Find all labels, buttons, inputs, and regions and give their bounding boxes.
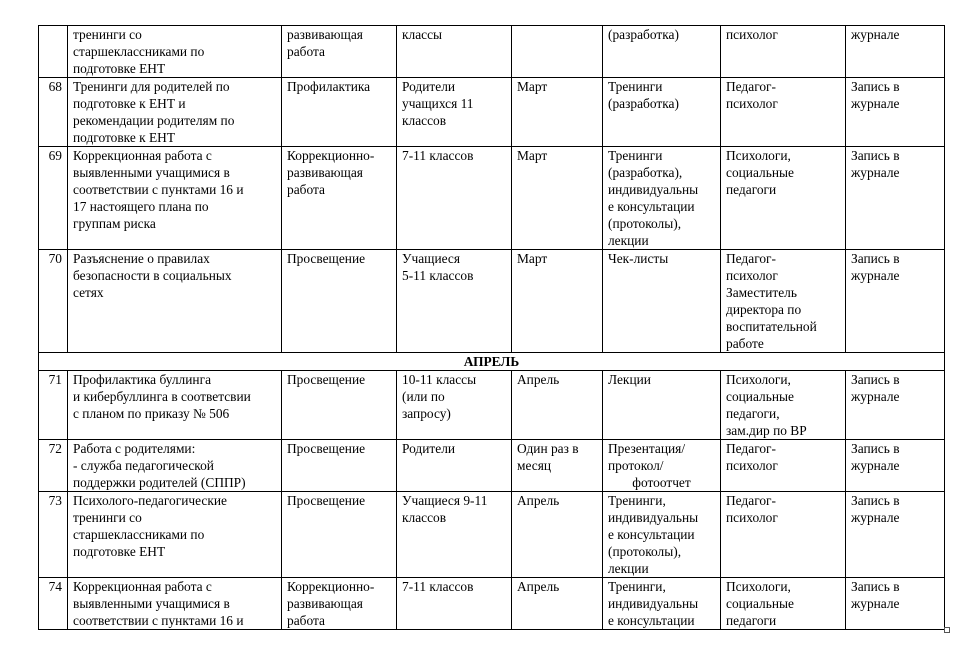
audience-cell: Учащиеся 9-11 классов — [397, 492, 512, 578]
report-cell: Запись в журнале — [846, 440, 945, 492]
event-cell: Работа с родителями: - служба педагогической поддержки родителей (СППР) — [68, 440, 282, 492]
table-row — [39, 147, 945, 250]
plan-table-body — [39, 26, 945, 630]
responsible-cell: Психологи, социальные педагоги — [721, 578, 846, 630]
event-cell: Тренинги для родителей по подготовке к ЕНТ и рекомендации родителям по подготовке к ЕНТ — [68, 78, 282, 147]
form-cell: Тренинги, индивидуальны е консультации (протоколы), лекции — [603, 492, 721, 578]
responsible-cell: Педагог- психолог Заместитель директора по воспитательной работе — [721, 250, 846, 353]
responsible-cell: психолог — [721, 26, 846, 78]
report-cell: Запись в журнале — [846, 78, 945, 147]
responsible-cell: Психологи, социальные педагоги — [721, 147, 846, 250]
period-cell — [512, 26, 603, 78]
event-cell: Коррекционная работа с выявленными учащимися в соответствии с пунктами 16 и 17 настоящего плана по группам риска — [68, 147, 282, 250]
row-number — [39, 26, 68, 78]
audience-cell: классы — [397, 26, 512, 78]
direction-cell: Просвещение — [282, 440, 397, 492]
row-number: 74 — [39, 578, 68, 630]
direction-cell: Профилактика — [282, 78, 397, 147]
table-resize-handle[interactable] — [944, 627, 950, 633]
form-cell: Лекции — [603, 371, 721, 440]
direction-cell: Просвещение — [282, 492, 397, 578]
event-cell: Коррекционная работа с выявленными учащимися в соответствии с пунктами 16 и — [68, 578, 282, 630]
event-cell: Психолого-педагогические тренинги со старшеклассниками по подготовке ЕНТ — [68, 492, 282, 578]
direction-cell: Просвещение — [282, 250, 397, 353]
row-number: 73 — [39, 492, 68, 578]
period-cell: Апрель — [512, 492, 603, 578]
row-number: 68 — [39, 78, 68, 147]
event-cell: Профилактика буллинга и кибербуллинга в соответсвии с планом по приказу № 506 — [68, 371, 282, 440]
report-cell: журнале — [846, 26, 945, 78]
responsible-cell: Педагог- психолог — [721, 440, 846, 492]
event-cell: тренинги со старшеклассниками по подготовке ЕНТ — [68, 26, 282, 78]
audience-cell: 7-11 классов — [397, 147, 512, 250]
report-cell: Запись в журнале — [846, 578, 945, 630]
responsible-cell: Педагог- психолог — [721, 492, 846, 578]
form-cell: Тренинги (разработка), индивидуальны е консультации (протоколы), лекции — [603, 147, 721, 250]
table-row — [39, 26, 945, 78]
direction-cell: Коррекционно- развивающая работа — [282, 578, 397, 630]
row-number: 71 — [39, 371, 68, 440]
responsible-cell: Психологи, социальные педагоги, зам.дир по ВР — [721, 371, 846, 440]
form-cell: Тренинги (разработка) — [603, 78, 721, 147]
table-row — [39, 250, 945, 353]
responsible-cell: Педагог- психолог — [721, 78, 846, 147]
direction-cell: развивающая работа — [282, 26, 397, 78]
row-number: 69 — [39, 147, 68, 250]
month-header-row — [39, 353, 945, 371]
period-cell: Март — [512, 147, 603, 250]
form-cell: Презентация/ протокол/ фотоотчет — [603, 440, 721, 492]
period-cell: Март — [512, 78, 603, 147]
table-row — [39, 371, 945, 440]
period-cell: Апрель — [512, 371, 603, 440]
row-number: 72 — [39, 440, 68, 492]
form-cell: (разработка) — [603, 26, 721, 78]
table-row — [39, 440, 945, 492]
audience-cell: Родители — [397, 440, 512, 492]
event-cell: Разъяснение о правилах безопасности в социальных сетях — [68, 250, 282, 353]
report-cell: Запись в журнале — [846, 250, 945, 353]
direction-cell: Коррекционно- развивающая работа — [282, 147, 397, 250]
period-cell: Один раз в месяц — [512, 440, 603, 492]
audience-cell: Родители учащихся 11 классов — [397, 78, 512, 147]
form-cell: Чек-листы — [603, 250, 721, 353]
audience-cell: 7-11 классов — [397, 578, 512, 630]
report-cell: Запись в журнале — [846, 147, 945, 250]
table-row — [39, 578, 945, 630]
table-row — [39, 492, 945, 578]
table-row — [39, 78, 945, 147]
form-cell: Тренинги, индивидуальны е консультации — [603, 578, 721, 630]
audience-cell: 10-11 классы (или по запросу) — [397, 371, 512, 440]
period-cell: Апрель — [512, 578, 603, 630]
audience-cell: Учащиеся 5-11 классов — [397, 250, 512, 353]
month-heading: АПРЕЛЬ — [39, 353, 945, 371]
report-cell: Запись в журнале — [846, 492, 945, 578]
plan-table — [38, 25, 945, 630]
report-cell: Запись в журнале — [846, 371, 945, 440]
row-number: 70 — [39, 250, 68, 353]
direction-cell: Просвещение — [282, 371, 397, 440]
period-cell: Март — [512, 250, 603, 353]
